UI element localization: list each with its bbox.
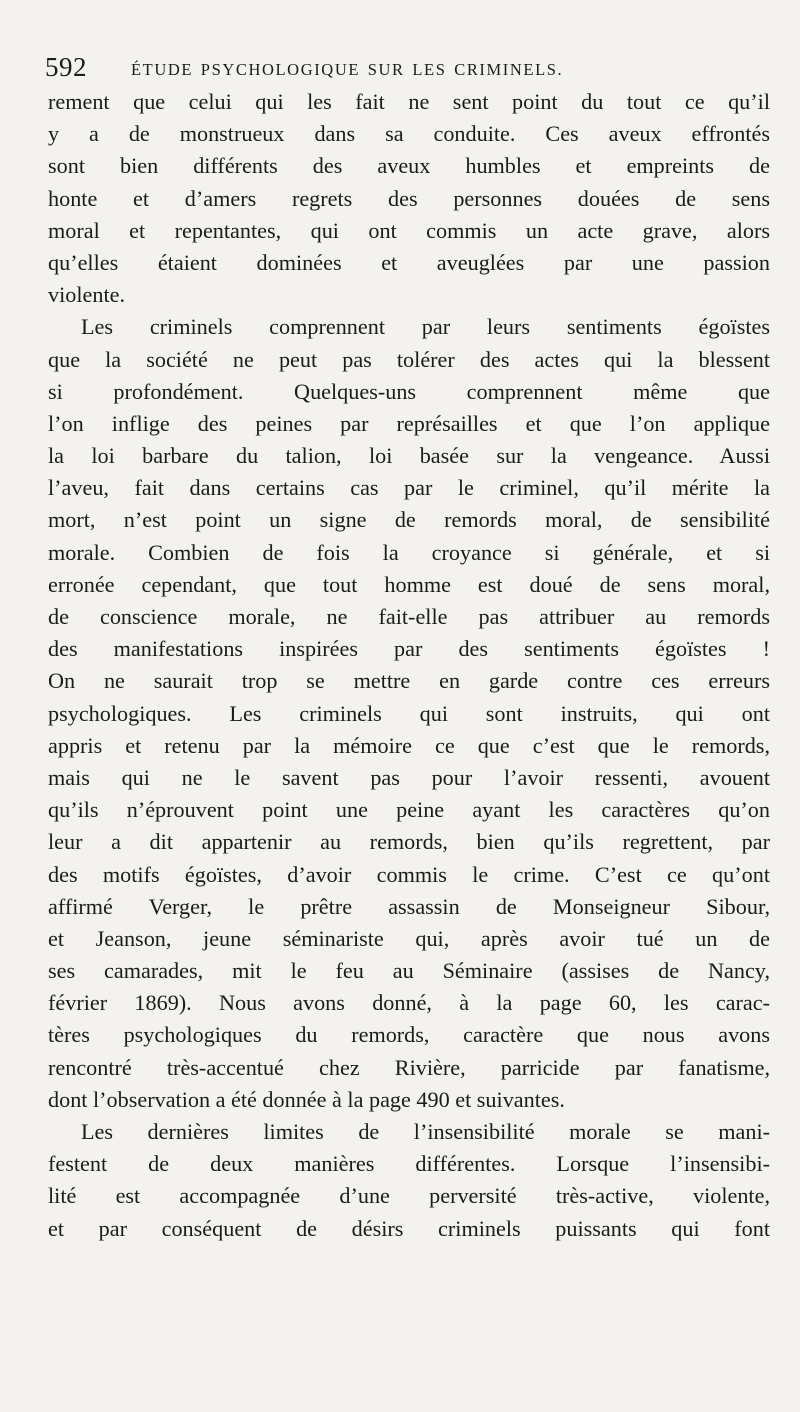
text-line-2: y a de monstrueux dans sa conduite. Ces aveux effrontés <box>48 121 770 147</box>
text-line-35: lité est accompagnée d’une perversité très-active, violente, <box>48 1183 770 1209</box>
text-line-23: qu’ils n’éprouvent point une peine ayant les caractères qu’on <box>48 797 770 823</box>
text-line-15: morale. Combien de fois la croyance si générale, et si <box>48 539 770 565</box>
text-line-28: ses camarades, mit le feu au Séminaire (assises de Nancy, <box>48 958 770 984</box>
text-line-20: psychologiques. Les criminels qui sont instruits, qui ont <box>48 700 770 726</box>
text-line-24: leur a dit appartenir au remords, bien qu’ils regrettent, par <box>48 829 770 855</box>
text-line-30: tères psychologiques du remords, caractère que nous avons <box>48 1022 770 1048</box>
page-number: 592 <box>45 52 87 82</box>
text-line-3: sont bien différents des aveux humbles et empreints de <box>48 153 770 179</box>
text-line-11: l’on inflige des peines par représailles et que l’on applique <box>48 410 770 436</box>
text-line-22: mais qui ne le savent pas pour l’avoir ressenti, avouent <box>48 764 770 790</box>
running-title: ÉTUDE PSYCHOLOGIQUE SUR LES CRIMINELS. <box>131 60 564 79</box>
text-line-27: et Jeanson, jeune séminariste qui, après avoir tué un de <box>48 925 770 951</box>
text-line-32: dont l’observation a été donnée à la page 490 et suivantes. <box>48 1086 565 1112</box>
text-line-29: février 1869). Nous avons donné, à la page 60, les carac- <box>48 990 770 1016</box>
text-line-1: rement que celui qui les fait ne sent point du tout ce qu’il <box>48 89 770 114</box>
running-head <box>45 52 765 88</box>
text-line-6: qu’elles étaient dominées et aveuglées par une passion <box>48 249 770 275</box>
text-line-33: Les dernières limites de l’insensibilité morale se mani- <box>81 1119 770 1144</box>
text-line-10: si profondément. Quelques-uns comprennent même que <box>48 378 770 404</box>
body-text <box>48 86 770 1245</box>
text-line-34: festent de deux manières différentes. Lorsque l’insensibi- <box>48 1151 770 1177</box>
text-line-16: erronée cependant, que tout homme est doué de sens moral, <box>48 571 770 597</box>
text-line-31: rencontré très-accentué chez Rivière, parricide par fanatisme, <box>48 1054 770 1080</box>
text-line-14: mort, n’est point un signe de remords moral, de sensibilité <box>48 507 770 533</box>
text-line-26: affirmé Verger, le prêtre assassin de Monseigneur Sibour, <box>48 893 770 919</box>
text-line-25: des motifs égoïstes, d’avoir commis le crime. C’est ce qu’ont <box>48 861 770 887</box>
text-line-5: moral et repentantes, qui ont commis un acte grave, alors <box>48 217 770 243</box>
text-line-17: de conscience morale, ne fait-elle pas attribuer au remords <box>48 604 770 629</box>
text-line-13: l’aveu, fait dans certains cas par le criminel, qu’il mérite la <box>48 475 770 501</box>
text-line-19: On ne saurait trop se mettre en garde contre ces erreurs <box>48 668 770 694</box>
text-line-36: et par conséquent de désirs criminels puissants qui font <box>48 1215 770 1241</box>
text-line-9: que la société ne peut pas tolérer des actes qui la blessent <box>48 346 770 372</box>
text-line-18: des manifestations inspirées par des sentiments égoïstes ! <box>48 636 770 662</box>
text-line-4: honte et d’amers regrets des personnes douées de sens <box>48 185 770 211</box>
text-line-8: Les criminels comprennent par leurs sentiments égoïstes <box>81 314 770 340</box>
text-line-21: appris et retenu par la mémoire ce que c’est que le remords, <box>48 732 770 758</box>
text-line-12: la loi barbare du talion, loi basée sur la vengeance. Aussi <box>48 443 770 469</box>
text-line-7: violente. <box>48 282 126 308</box>
